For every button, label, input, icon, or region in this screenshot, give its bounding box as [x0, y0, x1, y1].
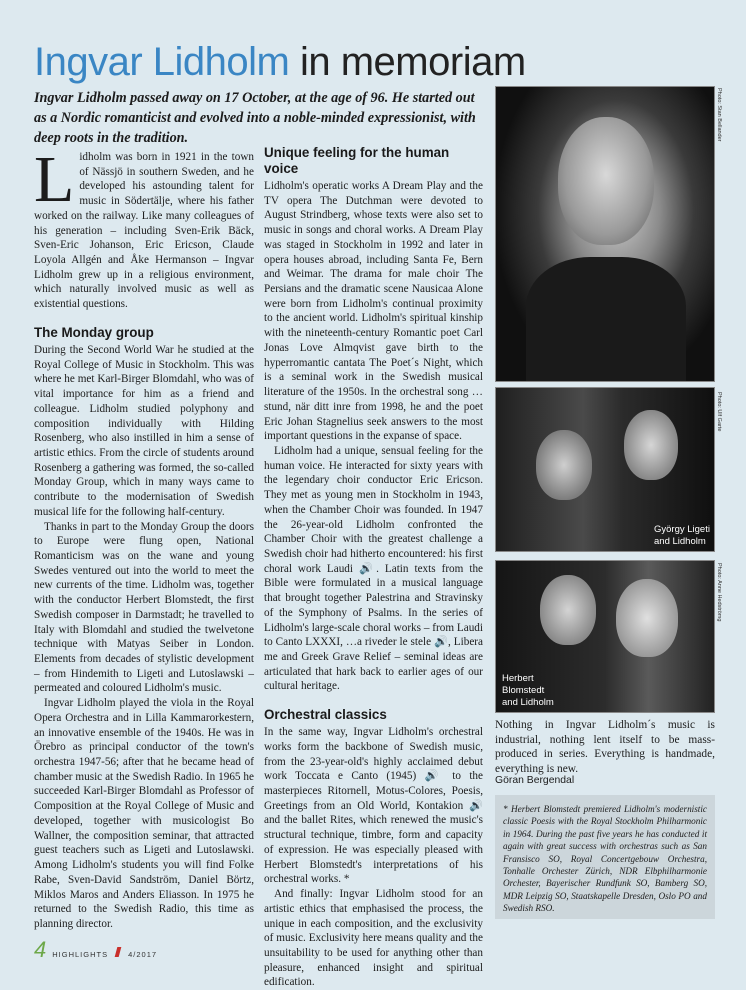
paragraph: Ingvar Lidholm played the viola in the Royal Opera Orchestra and in Lilla Kammarorkestern, an innovative ensemble of the 1940s. He was in Örebro as principal conductor of the town's orchestra 1947-56; after that he became head of chamber music at the Swedish Radio. In 1965 he succeeded Karl-Birger Blomdahl as Professor of Composition at the Royal College of Music and developed, together with musicologist Bo Wallner, the composition seminar, that attracted guest teachers such as Ligeti and Lutoslawski. Among Lidholm's students you will find Folke Rabe, Sven-David Sandström, Daniel Börtz, Miklos Maros and Anders Eliasson. In 1975 he returned to the Swedish Radio, this time as planning director. — [34, 697, 254, 930]
title-rest: in memoriam — [289, 40, 526, 84]
title-highlight: Ingvar Lidholm — [34, 40, 290, 84]
flag-icon — [115, 947, 122, 957]
photo-credit: Photo: Stan Bellander — [716, 88, 722, 142]
portrait-shoulders — [526, 257, 686, 381]
paragraph: Lidholm had a unique, sensual feeling for the human voice. He interacted for sixty years with the legendary choir conductor Eric Ericson. They met as young men in Stockholm in 1943, when the Chamber Choir was founded. In 1947 the 26-year-old Lidholm confronted the Chamber Choir with the greatest challenge a Swedish choir had hitherto encountered: his first choral work Laudi 🔊. Latin texts from the Bible were formulated in a musical language that brought together Palestrina and Stravinsky of the Symphony of Psalms. In the series of Lidholm's large-scale choral works – from Laudi to Canto LXXXI, …a riveder le stele 🔊, Libera me and Greek Grave Relief – seminal ideas are articulated that hark back to earlier ages of our cultural heritage. — [264, 444, 483, 693]
column-middle — [264, 145, 483, 990]
paragraph: Lidholm's operatic works A Dream Play and the TV opera The Dutchman were devoted to August Strindberg, whose texts were also set to music in songs and choral works. A Dream Play was staged in Stockholm in 1992 and later in opera houses abroad, including Santa Fe, Bern and Weimar. The drama for male choir The Persians and the dramatic scene Nausicaa Alone were born from Lidholm's continual proximity to the ancient world. Lidholm's spiritual kinship with the nineteenth-century Romantic poet Carl Jonas Love Almqvist gave birth to the hyperromantic cantata The Poet´s Night, which is a seminal work in the Swedish musical literature of the 1950s. In the orchestral song …stund, när ditt inre from 1998, he and the poet Eric Johan Stagnelius seek answers to the most important questions in the expanse of space. — [264, 180, 483, 443]
photo-caption: György Ligeti and Lidholm — [654, 524, 710, 547]
blomstedt-lidholm-photo — [495, 560, 715, 713]
intro-text: idholm was born in 1921 in the town of Nässjö in southern Sweden, and he developed his astounding talent for music in Södertälje, where his father worked on the railway. Like many colleagues of his generation – including Sven-Erik Bäck, Sven-Eric Johanson, Eric Ericson, Claude Loyola Allgén and Åke Hermanson – Ingvar Lidholm grew up in a religious environment, which naturally involved music as well as existential questions. — [34, 151, 254, 311]
photo-caption: Herbert Blomstedt and Lidholm — [502, 673, 554, 708]
portrait-photo — [495, 86, 715, 382]
article-title — [34, 38, 526, 86]
paragraph: And finally: Ingvar Lidholm stood for an artistic ethics that emphasised the process, the unique in each composition, and the exclusivity of music. Exclusivity here means quality and the unsuitability to be used for anything other than pleasure, enhanced insight and spiritual edification. — [264, 888, 483, 989]
heading-human-voice: Unique feeling for the human voice — [264, 145, 450, 176]
footnote-text: * Herbert Blomstedt premiered Lidholm's modernistic classic Poesis with the Royal Stockholm Philharmonic in 1964. During the past five years he has conducted it again with great success with orchestras such as San Fransisco SO, Royal Concertgebouw Orchestra, Tonhalle Orchester Zürich, NDR Elbphilharmonie Orchester, Bayerischer Rundfunk SO, Bamberg SO, MDR Leipzig SO, Staatskapelle Dresden, Oslo PO and Swedish RSO. — [503, 804, 707, 914]
photo-face — [540, 575, 596, 645]
heading-orchestral-classics: Orchestral classics — [264, 707, 387, 723]
photo-face — [624, 410, 678, 480]
intro-paragraph — [34, 143, 254, 312]
lead-paragraph: Ingvar Lidholm passed away on 17 October, at the age of 96. He started out as a Nordic romanticist and evolved into a noble-minded expressionist, with deep roots in the tradition. — [34, 90, 476, 146]
page-footer — [34, 937, 157, 963]
photo-face — [536, 430, 592, 500]
photo-credit: Photo: Anne Hedströmg — [716, 563, 722, 622]
author-name: Göran Bergendal — [495, 775, 575, 786]
page-number: 4 — [34, 937, 47, 962]
column-left — [34, 143, 254, 932]
paragraph: During the Second World War he studied at the Royal College of Music in Stockholm. This was where he met Karl-Birger Blomdahl, who was of vital importance for him as a friend and colleague. Lidholm studied polyphony and composition individually with Hilding Rosenberg, who also instilled in him a sense of artistic ethics. From the circle of students around Rosenberg a gathering was formed, the so-called Monday Group, which in many ways came to contribute to the modernisation of Swedish musical life for the following half-century. — [34, 343, 254, 518]
footnote-box — [495, 795, 715, 919]
portrait-face — [558, 117, 654, 245]
issue-number: 4/2017 — [128, 950, 158, 959]
magazine-name: HIGHLIGHTS — [52, 950, 109, 959]
paragraph: In the same way, Ingvar Lidholm's orchestral works form the backbone of Swedish music, from the 23-year-old's highly acclaimed debut work Toccata e Canto (1945) 🔊 to the masterpieces Ritornell, Motus-Colores, Poesis, Greetings from an Old World, Kontakion 🔊 and the ballet Rites, which renewed the music's structural technique, timbre, form and capacity of expression. He was especially pleased with Herbert Blomstedt's interpretations of his orchestral works. * — [264, 726, 483, 886]
closing-statement: Nothing in Ingvar Lidholm´s music is industrial, nothing lent itself to be mass-produced in series. Everything is handmade, everything is new. — [495, 719, 715, 775]
drop-cap: L — [34, 143, 75, 216]
photo-credit: Photo: Ulf Garte — [716, 392, 722, 432]
heading-monday-group: The Monday group — [34, 324, 154, 340]
ligeti-lidholm-photo — [495, 387, 715, 552]
paragraph: Thanks in part to the Monday Group the doors to Europe were flung open, National Romanticism was on the wane and young Swedes ventured out into the world to meet the new currents of the time. Lidholm was, together with the conductor Herbert Blomstedt, the first Swedish composer in Darmstadt; he travelled to Italy with Blomdahl and studied the twelvetone technique with Matyas Seiber in London. Elements from decades of stylistic development – from Hindemith to Ligeti and Lutoslawski – permeated and coloured Lidholm's music. — [34, 520, 254, 695]
photo-face — [616, 579, 678, 657]
